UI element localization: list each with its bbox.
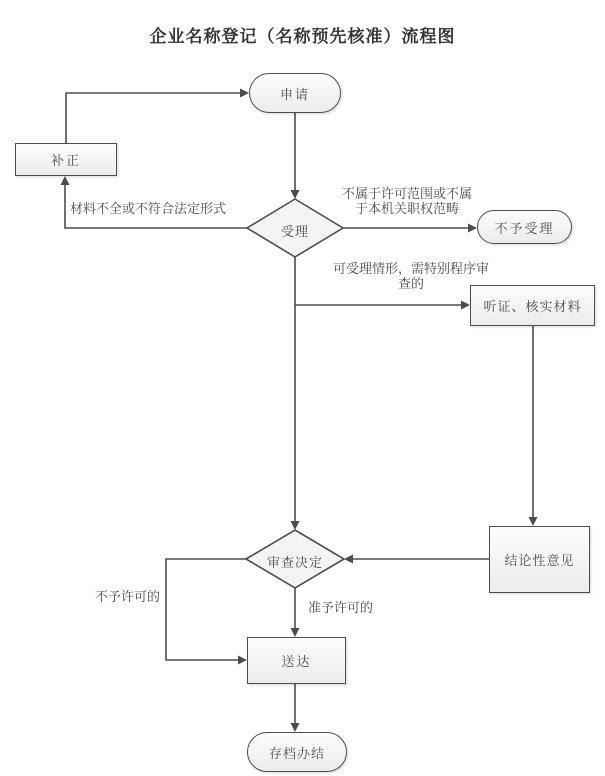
arrowhead-into-review-top	[291, 521, 300, 530]
edge-label-permitted: 准予许可的	[308, 600, 374, 615]
edge-label-incomplete: 材料不全或不符合法定形式	[70, 201, 227, 216]
edge-review-deliver-denied	[166, 559, 246, 660]
node-apply-label: 申请	[279, 86, 310, 102]
edge-label-special-procedure: 可受理情形，需特别程序审查的	[332, 261, 489, 291]
node-deliver-label: 送达	[281, 654, 312, 669]
edge-label-out-of-scope: 不属于许可范围或不属于本机关职权范畴	[341, 186, 472, 216]
node-correction-label: 补正	[50, 153, 81, 168]
arrowhead-into-correction	[61, 176, 70, 185]
edge-correction-apply	[66, 93, 240, 143]
node-correction	[15, 143, 117, 176]
node-hearing	[470, 285, 595, 326]
node-apply	[249, 73, 341, 113]
arrowhead-into-archive	[291, 723, 300, 732]
arrowhead-into-deliver-left	[238, 656, 247, 665]
node-hearing-label: 听证、核实材料	[483, 299, 582, 314]
node-reject	[477, 210, 572, 244]
arrowhead-into-conclusion	[529, 517, 538, 526]
node-accept-label: 受理	[280, 224, 309, 239]
node-conclusion-label: 结论性意见	[504, 553, 575, 568]
arrowhead-into-accept	[291, 190, 300, 199]
node-archive	[247, 732, 347, 772]
node-archive-label: 存档办结	[268, 745, 325, 761]
arrowhead-into-apply	[240, 89, 249, 98]
arrowhead-into-hearing	[461, 301, 470, 310]
node-deliver	[247, 637, 346, 684]
edge-label-not-permitted: 不予许可的	[95, 589, 161, 604]
arrowhead-into-reject	[468, 224, 477, 233]
node-reject-label: 不予受理	[494, 220, 555, 236]
page-title: 企业名称登记（名称预先核准）流程图	[149, 27, 456, 46]
node-review-label: 审查决定	[266, 555, 323, 570]
node-conclusion	[489, 526, 590, 593]
arrowhead-into-deliver-top	[291, 628, 300, 637]
